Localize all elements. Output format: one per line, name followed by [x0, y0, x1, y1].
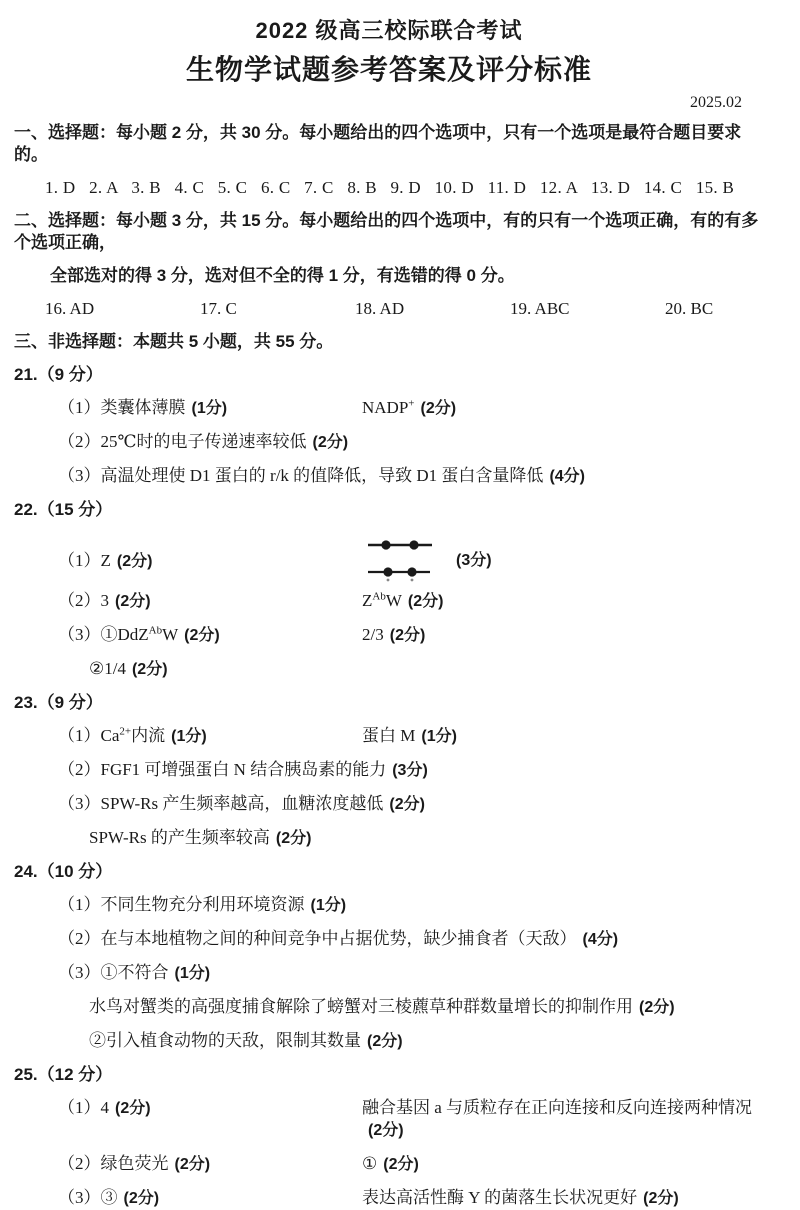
answer-text: 内流 — [131, 726, 166, 745]
answer-q19: 19. ABC — [510, 299, 570, 318]
section1-answers: 1. D 2. A 3. B 4. C 5. C 6. C 7. C 8. B 9. D 10. D 11. D 12. A 13. D 14. C 15. B — [45, 178, 735, 197]
answer-text: 融合基因 a 与质粒存在正向连接和反向连接两种情况 — [362, 1098, 753, 1117]
q22-3-right — [362, 624, 425, 647]
q23-item-3-continued — [14, 827, 764, 850]
superscript: Ab — [372, 590, 386, 603]
exam-date: 2025.02 — [690, 94, 742, 111]
q25-1-right — [362, 1097, 764, 1142]
answer-text: （3）高温处理使 D1 蛋白的 r/k 的值降低，导致 D1 蛋白含量降低 — [58, 466, 544, 485]
answer-text: （1）类囊体薄膜 — [58, 398, 186, 417]
score-badge: (2分) — [123, 1190, 160, 1207]
q23-item-2 — [14, 759, 764, 782]
score-badge: (2分) — [420, 400, 457, 417]
score-badge: (2分) — [368, 1122, 404, 1139]
q25-3-left — [14, 1187, 362, 1210]
q21-item-3 — [14, 465, 764, 488]
answer-text: （3）①不符合 — [58, 963, 169, 982]
answer-text: （2）绿色荧光 — [58, 1154, 169, 1173]
answer-text: ②1/4 — [89, 659, 126, 678]
exam-session-title: 2022 级高三校际联合考试 — [255, 18, 523, 43]
question-24-number: 24.（10 分） — [14, 862, 113, 881]
answer-text: W — [385, 591, 402, 610]
section2-heading-line2: 全部选对的得 3 分，选对但不全的得 1 分，有选错的得 0 分。 — [50, 266, 515, 285]
score-badge: (1分) — [310, 897, 347, 914]
score-badge: (2分) — [115, 1100, 151, 1117]
question-25-number: 25.（12 分） — [14, 1065, 113, 1084]
score-badge: (2分) — [367, 1033, 403, 1050]
score-badge: (2分) — [184, 627, 220, 644]
score-badge: (1分) — [191, 400, 228, 417]
score-badge: (2分) — [116, 552, 153, 570]
q24-item-3 — [14, 962, 764, 985]
q24-item-1 — [14, 894, 764, 917]
answer-text: （1）Ca — [58, 726, 120, 745]
q25-item-1 — [14, 1097, 764, 1142]
answer-q17: 17. C — [200, 299, 237, 318]
superscript: 2+ — [119, 725, 132, 738]
chromosome-pair-diagram — [362, 533, 446, 583]
q24-item-3-sub2 — [14, 1030, 764, 1053]
answer-text: 2/3 — [362, 625, 384, 644]
q22-item-3 — [14, 624, 764, 647]
answer-text: （3）①DdZ — [58, 625, 149, 644]
q21-item-1 — [14, 397, 764, 420]
score-badge: (2分) — [131, 661, 168, 678]
answer-text: NADP — [362, 398, 409, 417]
answer-text: （2）在与本地植物之间的种间竞争中占据优势，缺少捕食者（天敌） — [58, 929, 577, 948]
score-badge: (4分) — [582, 931, 619, 948]
question-23-number: 23.（9 分） — [14, 693, 103, 712]
page-title: 生物学试题参考答案及评分标准 — [185, 54, 592, 85]
score-badge: (2分) — [115, 593, 151, 610]
score-badge: (2分) — [643, 1190, 679, 1207]
answer-text: （2）3 — [58, 591, 109, 610]
q22-3-left — [14, 624, 362, 647]
answer-text: 表达高活性酶 Y 的菌落生长状况更好 — [362, 1188, 638, 1207]
q25-1-left — [14, 1097, 362, 1120]
superscript: + — [408, 397, 415, 410]
score-badge: (2分) — [389, 627, 426, 644]
score-badge: (1分) — [174, 965, 211, 982]
q22-item-4 — [14, 658, 764, 681]
answer-q16: 16. AD — [45, 299, 95, 318]
q25-3-right — [362, 1187, 679, 1210]
answer-q20: 20. BC — [665, 299, 714, 318]
q25-item-3 — [14, 1187, 764, 1210]
superscript: Ab — [148, 624, 163, 637]
q24-item-3-continued — [14, 996, 764, 1019]
score-badge: (4分) — [549, 468, 585, 485]
answer-text: 蛋白 M — [362, 726, 416, 745]
q21-1-left — [14, 397, 362, 420]
answer-text: （3）③ — [58, 1188, 118, 1207]
answer-text: （1）不同生物充分利用环境资源 — [58, 895, 305, 914]
score-badge: (3分) — [456, 551, 492, 569]
score-badge: (2分) — [275, 830, 312, 847]
answer-text: ②引入植食动物的天敌，限制其数量 — [89, 1031, 361, 1050]
q22-2-right — [362, 590, 443, 613]
q23-item-3 — [14, 793, 764, 816]
question-21-number: 21.（9 分） — [14, 365, 103, 384]
score-badge: (1分) — [171, 728, 207, 745]
section2-answers — [45, 298, 764, 320]
q24-item-2 — [14, 928, 764, 951]
answer-text: 水鸟对蟹类的高强度捕食解除了螃蟹对三棱藨草种群数量增长的抑制作用 — [89, 997, 633, 1016]
answer-text: （1）4 — [58, 1098, 109, 1117]
section1-heading: 一、选择题：每小题 2 分，共 30 分。每小题给出的四个选项中，只有一个选项是最符合题目要求的。 — [14, 123, 742, 164]
score-badge: (2分) — [312, 434, 349, 451]
q22-2-left — [14, 590, 362, 613]
answer-text: （2）FGF1 可增强蛋白 N 结合胰岛素的能力 — [58, 760, 387, 779]
q23-1-left — [14, 725, 362, 748]
q22-1-right — [362, 533, 492, 583]
section3-heading: 三、非选择题：本题共 5 小题，共 55 分。 — [14, 332, 334, 351]
score-badge: (2分) — [383, 1156, 419, 1173]
q23-item-1 — [14, 725, 764, 748]
q23-1-right — [362, 725, 457, 748]
answer-text: ① — [362, 1154, 378, 1173]
answer-text: （2）25℃时的电子传递速率较低 — [58, 432, 307, 451]
score-badge: (2分) — [174, 1156, 211, 1173]
score-badge: (3分) — [392, 762, 428, 779]
answer-text: （1）Z — [58, 550, 111, 570]
q21-1-right — [362, 397, 456, 420]
score-badge: (2分) — [389, 796, 425, 813]
q22-1-left — [14, 546, 362, 571]
section2-heading-line1: 二、选择题：每小题 3 分，共 15 分。每小题给出的四个选项中，有的只有一个选项正确，有的有多个选项正确， — [14, 211, 759, 252]
question-22-number: 22.（15 分） — [14, 500, 113, 519]
score-badge: (2分) — [639, 999, 675, 1016]
score-badge: (2分) — [407, 593, 444, 610]
q25-2-right — [362, 1153, 419, 1176]
q21-item-2 — [14, 431, 764, 454]
q22-item-1 — [14, 532, 764, 584]
q25-item-2 — [14, 1153, 764, 1176]
answer-text: （3）SPW-Rs 产生频率越高，血糖浓度越低 — [58, 794, 384, 813]
answer-text: SPW-Rs 的产生频率较高 — [89, 828, 270, 847]
score-badge: (1分) — [421, 728, 457, 745]
answer-text: W — [162, 625, 179, 644]
q22-item-2 — [14, 590, 764, 613]
q25-2-left — [14, 1153, 362, 1176]
answer-q18: 18. AD — [355, 299, 405, 318]
answer-text: Z — [362, 591, 373, 610]
